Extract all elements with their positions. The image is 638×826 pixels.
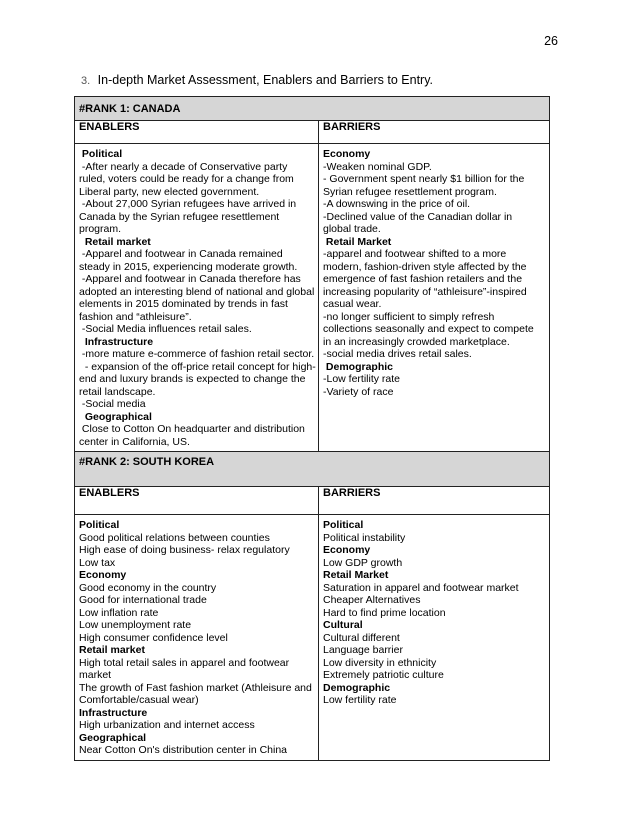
rank-row-canada bbox=[75, 97, 550, 121]
barriers-header: BARRIERS bbox=[319, 487, 550, 515]
list-line: in an increasingly crowded marketplace. bbox=[323, 335, 510, 348]
list-line: Political instability bbox=[323, 531, 406, 544]
list-line: retail landscape. bbox=[79, 385, 156, 398]
section-title: In-depth Market Assessment, Enablers and Barriers to Entry. bbox=[97, 73, 434, 87]
list-line: -Social Media influences retail sales. bbox=[79, 323, 252, 335]
list-line: - expansion of the off-price retail concept for high- bbox=[79, 360, 316, 373]
list-line: -Social media bbox=[79, 398, 146, 410]
list-line: -no longer sufficient to simply refresh bbox=[323, 310, 495, 323]
list-line: -apparel and footwear shifted to a more bbox=[323, 248, 507, 260]
category-heading: Economy bbox=[323, 544, 371, 556]
list-line: -A downswing in the price of oil. bbox=[323, 198, 471, 210]
category-heading: Political bbox=[323, 519, 364, 531]
category-heading: Political bbox=[79, 148, 123, 160]
list-line: Low fertility rate bbox=[323, 694, 397, 706]
list-line: Low diversity in ethnicity bbox=[323, 656, 437, 669]
list-line: Language barrier bbox=[323, 644, 403, 656]
list-line: Low unemployment rate bbox=[79, 619, 192, 631]
list-line: Cheaper Alternatives bbox=[323, 594, 421, 606]
list-line: High consumer confidence level bbox=[79, 631, 228, 644]
list-line: steady in 2015, experiencing moderate growth. bbox=[79, 260, 298, 273]
category-heading: Geographical bbox=[79, 731, 147, 744]
rank-header-south-korea: #RANK 2: SOUTH KOREA bbox=[75, 452, 550, 487]
list-line: adopted an interesting blend of national and global bbox=[79, 285, 315, 298]
page-number: 26 bbox=[544, 34, 558, 48]
list-line: -After nearly a decade of Conservative party bbox=[79, 160, 288, 173]
list-line: fashion and “athleisure”. bbox=[79, 310, 192, 323]
enablers-lines bbox=[79, 144, 314, 451]
list-line: -Variety of race bbox=[323, 385, 394, 398]
barriers-cell bbox=[319, 144, 550, 452]
list-line: Good economy in the country bbox=[79, 581, 217, 594]
list-line: increasing popularity of “athleisure”-inspired bbox=[323, 285, 527, 298]
list-line: -Apparel and footwear in Canada remained bbox=[79, 248, 283, 260]
content-row-south-korea bbox=[75, 515, 550, 761]
list-line: modern, fashion-driven style affected by the bbox=[323, 260, 527, 273]
list-line: Syrian refugee resettlement program. bbox=[323, 185, 497, 198]
list-line: - Government spent nearly $1 billion for the bbox=[323, 173, 525, 185]
list-line: center in California, US. bbox=[79, 435, 190, 448]
list-line: Comfortable/casual wear) bbox=[79, 694, 199, 706]
rank-header-canada: #RANK 1: CANADA bbox=[75, 97, 550, 121]
list-line: -Low fertility rate bbox=[323, 373, 401, 385]
list-line: global trade. bbox=[323, 223, 381, 235]
list-line: Low inflation rate bbox=[79, 606, 159, 619]
list-line: Liberal party, new elected government. bbox=[79, 185, 260, 198]
category-heading: Retail Market bbox=[323, 569, 389, 581]
list-line: Low tax bbox=[79, 556, 116, 569]
barriers-lines bbox=[323, 515, 545, 710]
list-line: market bbox=[79, 669, 112, 681]
enablers-header: ENABLERS bbox=[75, 487, 319, 515]
list-line: -more mature e-commerce of fashion retail sector. bbox=[79, 348, 315, 360]
list-line: Good political relations between counties bbox=[79, 531, 270, 544]
list-line: High urbanization and internet access bbox=[79, 719, 255, 731]
list-line: Good for international trade bbox=[79, 594, 207, 606]
column-header-row bbox=[75, 487, 550, 515]
enablers-cell bbox=[75, 515, 319, 761]
list-line: Saturation in apparel and footwear market bbox=[323, 581, 519, 594]
list-line: -About 27,000 Syrian refugees have arrived in bbox=[79, 198, 297, 210]
list-line: -Weaken nominal GDP. bbox=[323, 160, 432, 173]
list-line: Near Cotton On's distribution center in China bbox=[79, 744, 288, 756]
list-line: Close to Cotton On headquarter and distribution bbox=[79, 423, 305, 435]
list-line: Extremely patriotic culture bbox=[323, 669, 444, 681]
list-line: -social media drives retail sales. bbox=[323, 348, 472, 360]
category-heading: Retail market bbox=[79, 235, 151, 248]
category-heading: Infrastructure bbox=[79, 706, 148, 719]
list-line: Canada by the Syrian refugee resettlement bbox=[79, 210, 280, 223]
category-heading: Demographic bbox=[323, 681, 391, 694]
list-line: Low GDP growth bbox=[323, 556, 403, 569]
list-line: Cultural different bbox=[323, 631, 400, 644]
market-assessment-table bbox=[74, 96, 550, 761]
content-row-canada bbox=[75, 144, 550, 452]
category-heading: Political bbox=[79, 519, 120, 531]
list-line: -Apparel and footwear in Canada therefore has bbox=[79, 273, 301, 285]
category-heading: Economy bbox=[323, 148, 371, 160]
enablers-header: ENABLERS bbox=[75, 121, 319, 144]
list-line: High ease of doing business- relax regulatory bbox=[79, 544, 290, 556]
category-heading: Retail Market bbox=[323, 235, 392, 248]
rank-row-south-korea bbox=[75, 452, 550, 487]
barriers-cell bbox=[319, 515, 550, 761]
column-header-row bbox=[75, 121, 550, 144]
barriers-lines bbox=[323, 144, 545, 401]
section-heading bbox=[81, 73, 433, 87]
category-heading: Geographical bbox=[79, 410, 152, 423]
list-line: -Declined value of the Canadian dollar in bbox=[323, 210, 513, 223]
list-line: elements in 2015 dominated by trends in fast bbox=[79, 298, 288, 310]
category-heading: Retail market bbox=[79, 644, 145, 656]
list-line: collections seasonally and expect to compete bbox=[323, 323, 534, 335]
section-number: 3. bbox=[81, 75, 91, 87]
enablers-lines bbox=[79, 515, 314, 760]
list-line: program. bbox=[79, 223, 122, 235]
category-heading: Demographic bbox=[323, 360, 394, 373]
category-heading: Infrastructure bbox=[79, 335, 154, 348]
list-line: The growth of Fast fashion market (Athleisure and bbox=[79, 681, 312, 694]
list-line: end and luxury brands is expected to change the bbox=[79, 373, 306, 385]
list-line: High total retail sales in apparel and footwear bbox=[79, 656, 290, 669]
list-line: ruled, voters could be ready for a change from bbox=[79, 173, 294, 185]
barriers-header: BARRIERS bbox=[319, 121, 550, 144]
list-line: casual wear. bbox=[323, 298, 382, 310]
enablers-cell bbox=[75, 144, 319, 452]
list-line: Hard to find prime location bbox=[323, 606, 446, 619]
list-line: emergence of fast fashion retailers and the bbox=[323, 273, 523, 285]
category-heading: Cultural bbox=[323, 619, 363, 631]
category-heading: Economy bbox=[79, 569, 127, 581]
